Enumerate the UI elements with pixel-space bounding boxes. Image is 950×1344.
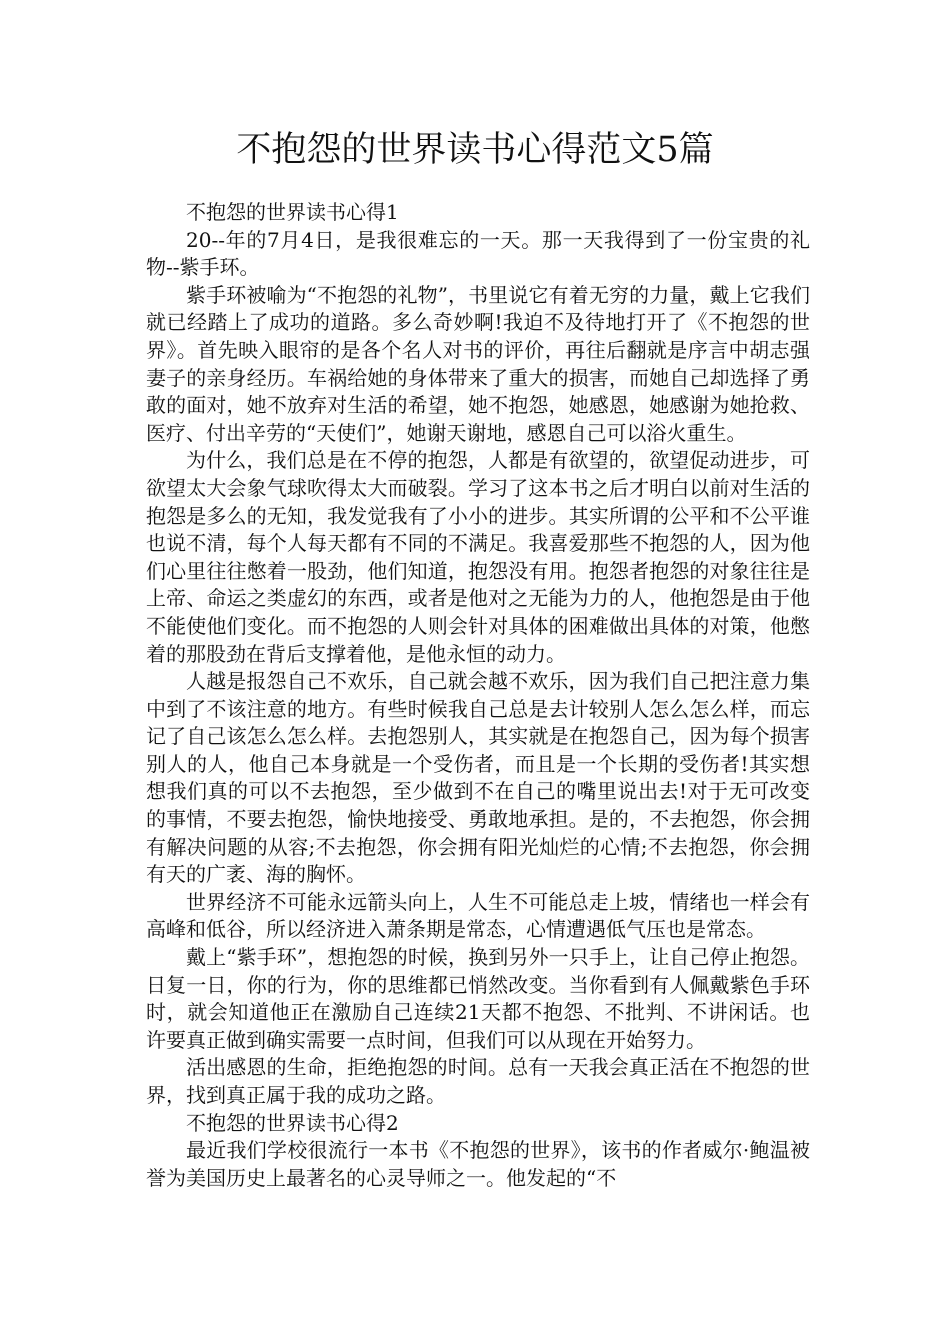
- section-heading: 不抱怨的世界读书心得2: [186, 1110, 399, 1135]
- document-body: [146, 199, 810, 1192]
- paragraph: 世界经济不可能永远箭头向上，人生不可能总走上坡，情绪也一样会有高峰和低谷，所以经济进入萧条期是常态，心情遭遇低气压也是常态。: [146, 889, 810, 942]
- document-title: 不抱怨的世界读书心得范文5篇: [236, 130, 714, 170]
- paragraph: 人越是报怨自己不欢乐，自己就会越不欢乐，因为我们自己把注意力集中到了不该注意的地方。有些时候我自己总是去计较别人怎么怎么样，而忘记了自己该怎么怎么样。去抱怨别人，其实就是在抱怨自己，因为每个损害别人的人，他自己本身就是一个受伤者，而且是一个长期的受伤者!其实想想我们真的可以不去抱怨，至少做到不在自己的嘴里说出去!对于无可改变的事情，不要去抱怨，愉快地接受、勇敢地承担。是的，不去抱怨，你会拥有解决问题的从容;不去抱怨，你会拥有阳光灿烂的心情;不去抱怨，你会拥有天的广袤、海的胸怀。: [146, 669, 810, 887]
- paragraph: 20--年的7月4日，是我很难忘的一天。那一天我得到了一份宝贵的礼物--紫手环。: [146, 227, 810, 280]
- paragraph: 最近我们学校很流行一本书《不抱怨的世界》，该书的作者威尔·鲍温被誉为美国历史上最著名的心灵导师之一。他发起的“不: [146, 1138, 810, 1190]
- paragraph: 为什么，我们总是在不停的抱怨，人都是有欲望的，欲望促动进步，可欲望太大会象气球吹得太大而破裂。学习了这本书之后才明白以前对生活的抱怨是多么的无知，我发觉我有了小小的进步。其实所谓的公平和不公平谁也说不清，每个人每天都有不同的不满足。我喜爱那些不抱怨的人，因为他们心里往往憋着一股劲，他们知道，抱怨没有用。抱怨者抱怨的对象往往是上帝、命运之类虚幻的东西，或者是他对之无能为力的人，他抱怨是由于他不能使他们变化。而不抱怨的人则会针对具体的困难做出具体的对策，他憋着的那股劲在背后支撑着他，是他永恒的动力。: [146, 448, 810, 666]
- paragraph: 紫手环被喻为“不抱怨的礼物”，书里说它有着无穷的力量，戴上它我们就已经踏上了成功的道路。多么奇妙啊!我迫不及待地打开了《不抱怨的世界》。首先映入眼帘的是各个名人对书的评价，再往后翻就是序言中胡志强妻子的亲身经历。车祸给她的身体带来了重大的损害，而她自己却选择了勇敢的面对，她不放弃对生活的希望，她不抱怨，她感恩，她感谢为她抢救、医疗、付出辛劳的“天使们”，她谢天谢地，感恩自己可以浴火重生。: [146, 282, 810, 445]
- paragraph: 戴上“紫手环”，想抱怨的时候，换到另外一只手上，让自己停止抱怨。日复一日，你的行为，你的思维都已悄然改变。当你看到有人佩戴紫色手环时，就会知道他正在激励自己连续21天都不抱怨、不批判、不讲闲话。也许要真正做到确实需要一点时间，但我们可以从现在开始努力。: [146, 945, 810, 1052]
- section-heading: 不抱怨的世界读书心得1: [186, 200, 399, 224]
- paragraph: 活出感恩的生命，拒绝抱怨的时间。总有一天我会真正活在不抱怨的世界，找到真正属于我的成功之路。: [146, 1055, 810, 1107]
